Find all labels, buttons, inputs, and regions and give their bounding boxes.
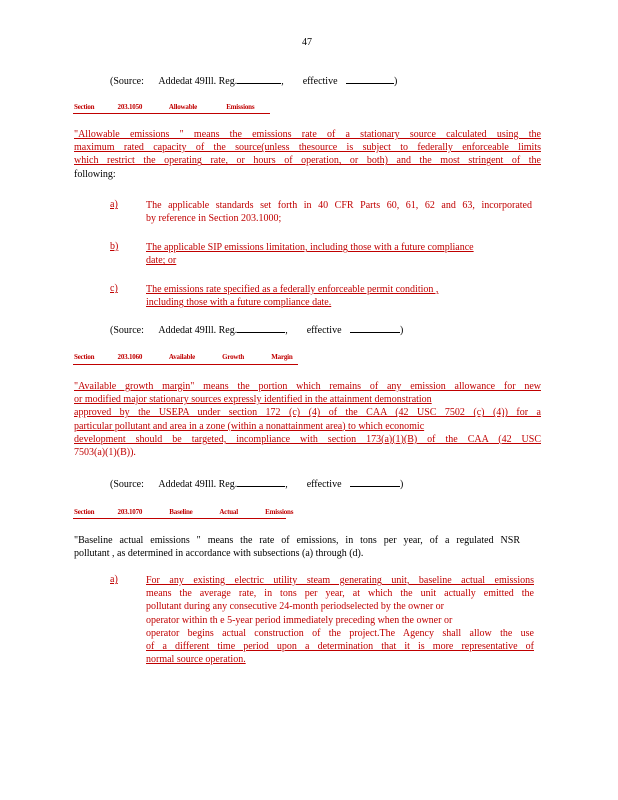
section-underline (73, 364, 298, 365)
section-underline (73, 113, 270, 114)
allowable-definition (74, 128, 541, 181)
source-effective: effective (302, 76, 338, 87)
section-heading-1050: Section 203.1050 Allowable Emissions (74, 103, 255, 111)
definition-line: which restrict the operating rate, or hours of operation, or both) and the most stringent of the (74, 155, 541, 167)
source-prefix: (Source: (110, 76, 144, 87)
page-number: 47 (302, 37, 312, 48)
section-heading-1060: Section 203.1060 Available Growth Margin (74, 353, 293, 361)
source-reg: Addedat 49Ill. Reg. (158, 76, 238, 87)
source-line: (Source: Addedat 49Ill. Reg. , effective ) (110, 479, 404, 490)
item-label-b: b) (110, 241, 119, 252)
definition-line: following: (74, 168, 116, 180)
section-heading-1070: Section 203.1070 Baseline Actual Emissions (74, 508, 294, 516)
item-text-baseline-a: For any existing electric utility steam generating unit, baseline actual emissions means the average rate, in tons per year, at which the unit actually emitted the pollutant during any consecutive 24-month periodselected by the owner or operator within th e 5-year period immediately preceding when the owner or operator begins actual construction of the project.The Agency shall allow the use of a different time period upon a determination that it is more representative of normal source operation. (146, 575, 534, 666)
baseline-definition: "Baseline actual emissions " means the rate of emissions, in tons per year, of a regulated NSR pollutant , as determined in accordance with subsections (a) through (d). (74, 535, 520, 560)
item-label-a: a) (110, 199, 118, 210)
item-text-c: The emissions rate specified as a federally enforceable permit condition , including those with a future compliance date. (146, 284, 439, 309)
section-underline (73, 518, 286, 519)
reg-blank (237, 74, 281, 84)
item-text-b: The applicable SIP emissions limitation, including those with a future compliance date; or (146, 242, 474, 267)
definition-line: "Allowable emissions " means the emissions rate of a stationary source calculated using the (74, 129, 541, 140)
source-line: (Source: Addedat 49Ill. Reg. , effective ) (110, 325, 404, 336)
item-text-a: The applicable standards set forth in 40 CFR Parts 60, 61, 62 and 63, incorporated by reference in Section 203.1000; (146, 200, 532, 225)
source-line: (Source: Addedat 49Ill. Reg. , effective ) (110, 76, 398, 87)
available-definition: "Available growth margin" means the portion which remains of any emission allowance for new or modified major stationary sources expressly identified in the attainment demonstration approved by the USEPA under section 172 (c) (4) of the CAA (42 USC 7502 (c) (4)) for a particular pollutant and area in a zone (within a nonattainment area) to which economic development should be targeted, incompliance with section 173(a)(1)(B) of the CAA (42 USC 7503(a)(1)(B)). (74, 381, 541, 459)
item-label-baseline-a: a) (110, 574, 118, 585)
effective-blank (346, 74, 394, 84)
item-label-c: c) (110, 283, 118, 294)
definition-line: maximum rated capacity of the source(unless thesource is subject to federally enforceable limits (74, 142, 541, 154)
